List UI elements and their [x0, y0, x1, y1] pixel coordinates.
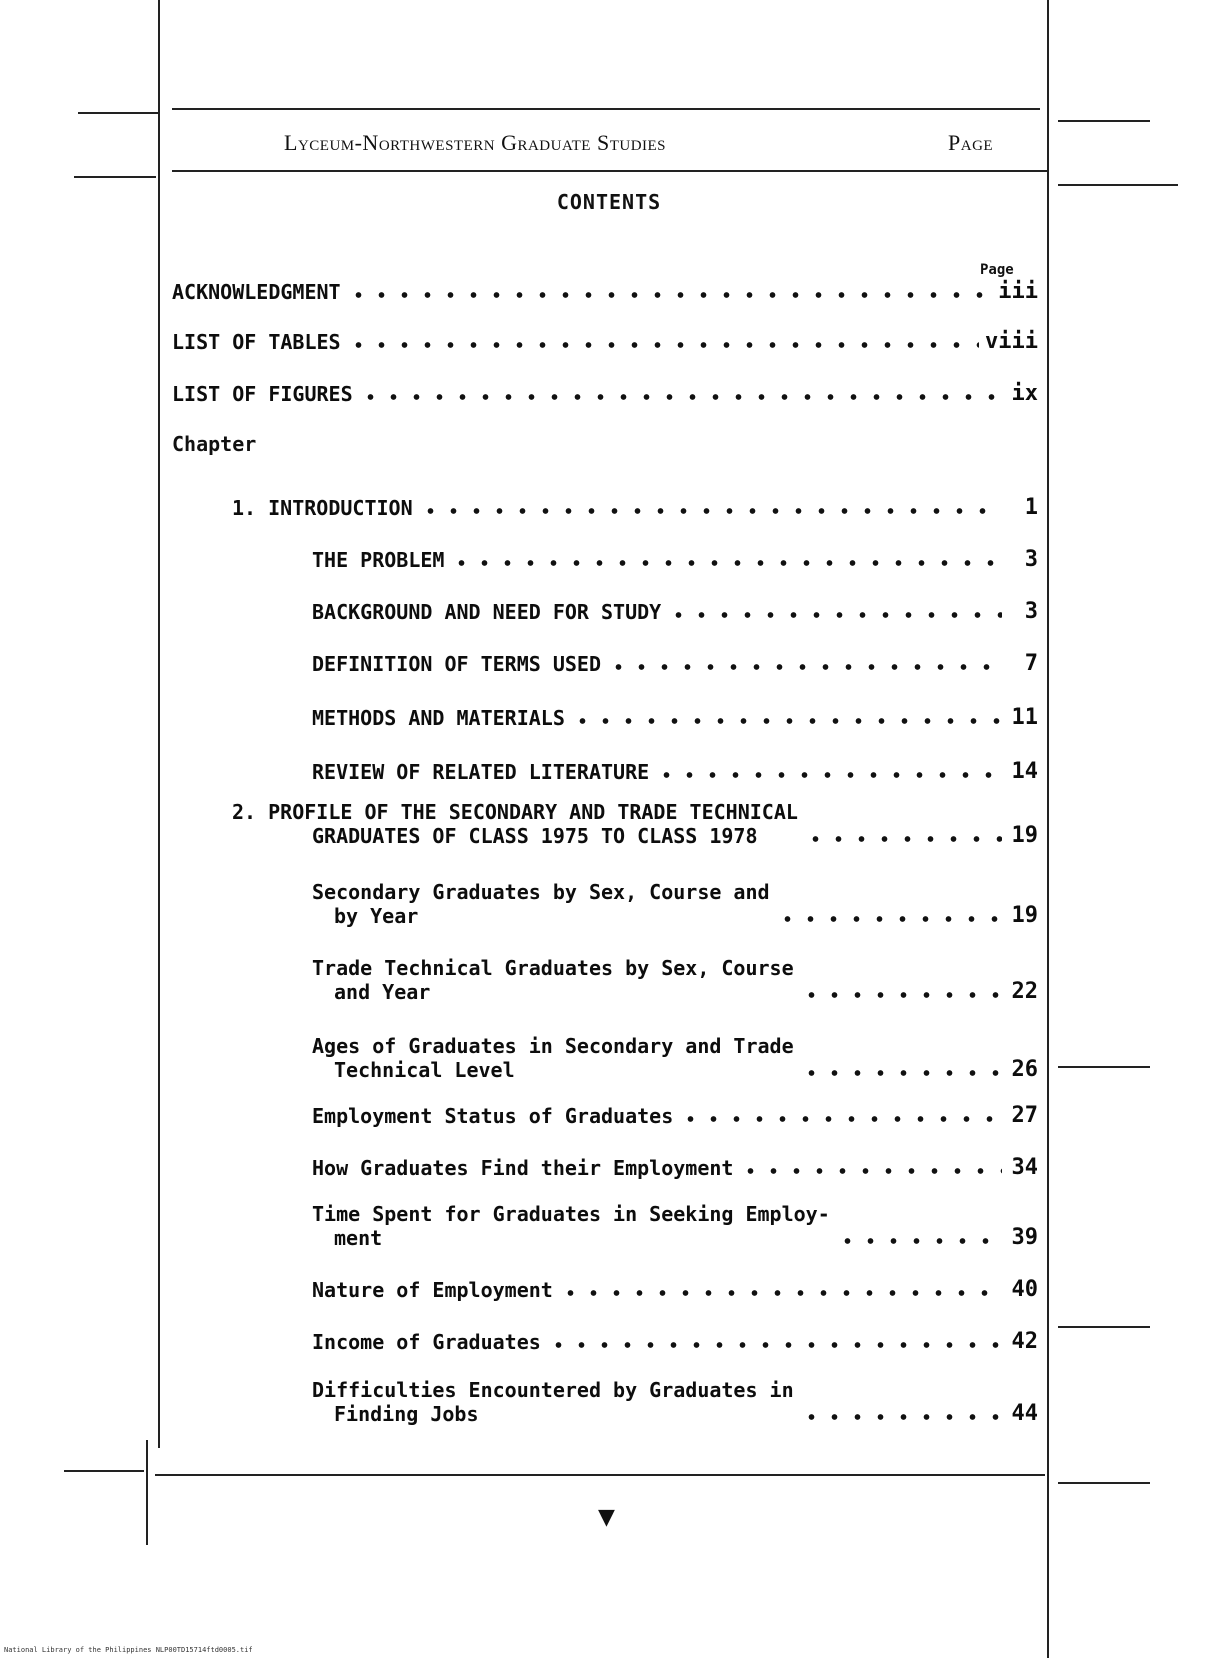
right-margin-rule-mid: [1058, 1066, 1150, 1068]
running-header-page-label: Page: [948, 130, 994, 155]
toc-entry-page: 26: [1011, 1057, 1038, 1082]
toc-entry-profile[interactable]: [232, 800, 1038, 848]
dot-leader: [655, 772, 1002, 778]
running-header-title: Lyceum-Northwestern Graduate Studies: [284, 130, 667, 155]
contents-title: CONTENTS: [556, 190, 662, 214]
dot-leader: [419, 508, 1002, 514]
dot-leader: [559, 1290, 1002, 1296]
toc-entry-income[interactable]: [312, 1330, 1038, 1354]
dot-leader: [450, 560, 1002, 566]
dot-leader: [547, 1342, 1002, 1348]
toc-entry-list-of-figures[interactable]: [172, 382, 1038, 406]
dot-leader: [679, 1116, 1002, 1122]
dot-leader: [800, 992, 1002, 998]
toc-entry-label-continued: and Year: [334, 980, 431, 1004]
toc-entry-label-block: [312, 956, 794, 1004]
toc-entry-label-block: [232, 800, 798, 848]
toc-entry-label: LIST OF FIGURES: [172, 382, 353, 406]
right-vertical-rule: [1047, 0, 1049, 1658]
toc-entry-page: ix: [1011, 381, 1038, 406]
toc-entry-nature-of-employment[interactable]: [312, 1278, 1038, 1302]
toc-entry-label-block: [312, 1202, 830, 1250]
dot-leader: [739, 1168, 1002, 1174]
toc-entry-label-continued: ment: [334, 1226, 383, 1250]
header-left-margin-rule: [74, 176, 156, 178]
toc-entry-page: 22: [1011, 979, 1038, 1004]
toc-entry-label: Nature of Employment: [312, 1278, 553, 1302]
dot-leader: [804, 836, 1002, 842]
dot-leader: [836, 1238, 1002, 1244]
toc-entry-employment-status[interactable]: [312, 1104, 1038, 1128]
toc-entry-page: 3: [1024, 547, 1038, 572]
toc-entry-secondary-graduates[interactable]: [312, 880, 1038, 928]
toc-entry-label: ACKNOWLEDGMENT: [172, 280, 341, 304]
page-column-label: Page: [980, 262, 1014, 278]
toc-entry-background[interactable]: [312, 600, 1038, 624]
toc-entry-time-spent[interactable]: [312, 1202, 1038, 1250]
header-right-margin-rule: [1058, 184, 1178, 186]
toc-entry-label-block: [312, 1034, 794, 1082]
toc-entry-page: 39: [1011, 1225, 1038, 1250]
dot-leader: [571, 718, 1002, 724]
toc-entry-definition-of-terms[interactable]: [312, 652, 1038, 676]
bottom-horizontal-rule: [155, 1474, 1045, 1476]
toc-entry-label: METHODS AND MATERIALS: [312, 706, 565, 730]
bottom-right-margin-rule: [1058, 1482, 1150, 1484]
toc-entry-trade-technical-graduates[interactable]: [312, 956, 1038, 1004]
toc-entry-how-graduates-find[interactable]: [312, 1156, 1038, 1180]
left-vertical-rule-lower: [146, 1440, 148, 1545]
scan-source-caption: National Library of the Philippines NLP00TD15714ftd0005.tif: [4, 1646, 253, 1654]
dot-leader: [667, 612, 1002, 618]
top-left-margin-rule: [78, 112, 158, 114]
toc-entry-label-block: [312, 1378, 794, 1426]
toc-entry-page: 44: [1011, 1401, 1038, 1426]
toc-entry-label: REVIEW OF RELATED LITERATURE: [312, 760, 650, 784]
toc-entry-acknowledgment[interactable]: [172, 280, 1038, 304]
toc-entry-page: 14: [1011, 759, 1038, 784]
toc-entry-difficulties[interactable]: [312, 1378, 1038, 1426]
toc-entry-label: Secondary Graduates by Sex, Course and: [312, 880, 770, 904]
toc-entry-label-continued: GRADUATES OF CLASS 1975 TO CLASS 1978: [312, 824, 758, 848]
toc-entry-label: 2. PROFILE OF THE SECONDARY AND TRADE TECHNICAL: [232, 800, 798, 824]
toc-entry-page: 11: [1011, 705, 1038, 730]
toc-entry-page: viii: [985, 329, 1038, 354]
dot-leader: [776, 916, 1002, 922]
toc-entry-label-continued: by Year: [334, 904, 419, 928]
dot-leader: [347, 292, 993, 298]
toc-entry-label: LIST OF TABLES: [172, 330, 341, 354]
toc-entry-page: 42: [1011, 1329, 1038, 1354]
toc-entry-label: 1. INTRODUCTION: [232, 496, 413, 520]
toc-entry-introduction[interactable]: [232, 496, 1038, 520]
toc-entry-label: THE PROBLEM: [312, 548, 445, 572]
page-bottom-mark: ▼: [598, 1505, 615, 1530]
right-margin-rule-mid2: [1058, 1326, 1150, 1328]
toc-entry-page: 34: [1011, 1155, 1038, 1180]
dot-leader: [359, 394, 1002, 400]
toc-entry-the-problem[interactable]: [312, 548, 1038, 572]
toc-entry-page: 19: [1011, 823, 1038, 848]
toc-entry-label: Time Spent for Graduates in Seeking Employ-: [312, 1202, 830, 1226]
toc-entry-list-of-tables[interactable]: [172, 330, 1038, 354]
toc-entry-page: 1: [1024, 495, 1038, 520]
header-underline-rule: [172, 170, 1047, 172]
toc-entry-methods[interactable]: [312, 706, 1038, 730]
toc-entry-label: DEFINITION OF TERMS USED: [312, 652, 601, 676]
toc-entry-label: Income of Graduates: [312, 1330, 541, 1354]
toc-entry-label-continued: Technical Level: [334, 1058, 515, 1082]
toc-entry-label: Difficulties Encountered by Graduates in: [312, 1378, 794, 1402]
toc-entry-label-continued: Finding Jobs: [334, 1402, 479, 1426]
dot-leader: [607, 664, 1002, 670]
toc-entry-page: 3: [1024, 599, 1038, 624]
toc-entry-page: 40: [1011, 1277, 1038, 1302]
top-horizontal-rule: [172, 108, 1040, 110]
toc-entry-label: Employment Status of Graduates: [312, 1104, 674, 1128]
bottom-left-margin-rule: [64, 1470, 144, 1472]
toc-entry-ages-of-graduates[interactable]: [312, 1034, 1038, 1082]
top-right-margin-rule: [1058, 120, 1150, 122]
toc-entry-label: How Graduates Find their Employment: [312, 1156, 734, 1180]
toc-entry-label: Trade Technical Graduates by Sex, Course: [312, 956, 794, 980]
toc-entry-review-literature[interactable]: [312, 760, 1038, 784]
toc-entry-page: 19: [1011, 903, 1038, 928]
toc-entry-page: 7: [1024, 651, 1038, 676]
dot-leader: [800, 1070, 1002, 1076]
toc-entry-page: 27: [1011, 1103, 1038, 1128]
toc-entry-label: BACKGROUND AND NEED FOR STUDY: [312, 600, 662, 624]
toc-entry-label-block: [312, 880, 770, 928]
toc-entry-page: iii: [998, 279, 1038, 304]
dot-leader: [800, 1414, 1002, 1420]
dot-leader: [347, 342, 979, 348]
chapter-heading: Chapter: [172, 432, 257, 456]
left-vertical-rule: [158, 0, 160, 1448]
toc-entry-label: Ages of Graduates in Secondary and Trade: [312, 1034, 794, 1058]
